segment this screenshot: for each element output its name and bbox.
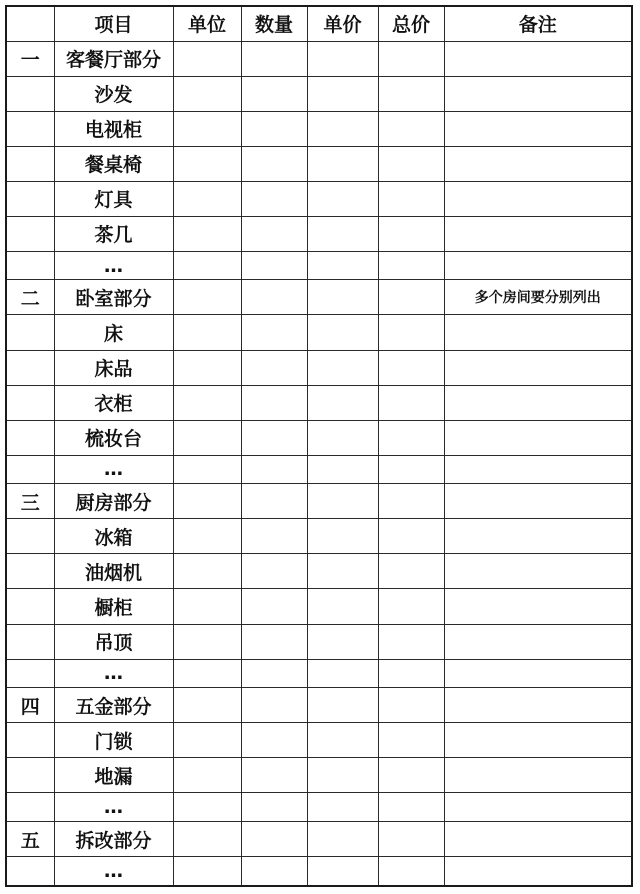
unit-cell: [173, 41, 241, 76]
remarks-cell: [444, 822, 631, 857]
item-label: 茶几: [54, 216, 173, 251]
quantity-cell: [241, 723, 307, 758]
quantity-cell: [241, 181, 307, 216]
table-row: [7, 41, 631, 76]
table-row: [7, 723, 631, 758]
quantity-cell: [241, 624, 307, 659]
quantity-cell: [241, 111, 307, 146]
unit-cell: [173, 181, 241, 216]
header-item: 项目: [54, 7, 173, 41]
total-price-cell: [378, 420, 444, 455]
table-row: [7, 280, 631, 315]
total-price-cell: [378, 350, 444, 385]
table-row: [7, 251, 631, 280]
remarks-cell: [444, 251, 631, 280]
unit-price-cell: [307, 857, 378, 885]
category-label: 客餐厅部分: [54, 41, 173, 76]
item-label: …: [54, 251, 173, 280]
item-label: 梳妆台: [54, 420, 173, 455]
unit-cell: [173, 216, 241, 251]
table-row: [7, 758, 631, 793]
table-row: [7, 76, 631, 111]
row-number: [7, 758, 54, 793]
row-number: 三: [7, 484, 54, 519]
unit-cell: [173, 624, 241, 659]
total-price-cell: [378, 624, 444, 659]
table-body: [7, 41, 631, 885]
item-label: 床品: [54, 350, 173, 385]
row-number: [7, 519, 54, 554]
table-row: [7, 624, 631, 659]
table-row: [7, 519, 631, 554]
unit-cell: [173, 251, 241, 280]
unit-cell: [173, 822, 241, 857]
total-price-cell: [378, 519, 444, 554]
remarks-cell: [444, 519, 631, 554]
row-number: 一: [7, 41, 54, 76]
unit-price-cell: [307, 420, 378, 455]
item-label: 电视柜: [54, 111, 173, 146]
total-price-cell: [378, 216, 444, 251]
unit-cell: [173, 146, 241, 181]
unit-price-cell: [307, 554, 378, 589]
row-number: [7, 420, 54, 455]
total-price-cell: [378, 688, 444, 723]
row-number: [7, 251, 54, 280]
unit-cell: [173, 793, 241, 822]
table-row: [7, 455, 631, 484]
quantity-cell: [241, 420, 307, 455]
item-label: 油烟机: [54, 554, 173, 589]
header-unit-price: 单价: [307, 7, 378, 41]
item-label: 餐桌椅: [54, 146, 173, 181]
unit-cell: [173, 111, 241, 146]
unit-price-cell: [307, 315, 378, 350]
unit-cell: [173, 723, 241, 758]
total-price-cell: [378, 822, 444, 857]
quantity-cell: [241, 822, 307, 857]
quantity-cell: [241, 280, 307, 315]
table-row: [7, 350, 631, 385]
unit-cell: [173, 484, 241, 519]
row-number: 二: [7, 280, 54, 315]
total-price-cell: [378, 589, 444, 624]
row-number: [7, 723, 54, 758]
item-label: 灯具: [54, 181, 173, 216]
remarks-cell: [444, 484, 631, 519]
unit-cell: [173, 688, 241, 723]
unit-price-cell: [307, 181, 378, 216]
remarks-cell: [444, 688, 631, 723]
quantity-cell: [241, 41, 307, 76]
unit-cell: [173, 589, 241, 624]
header-quantity: 数量: [241, 7, 307, 41]
row-number: [7, 146, 54, 181]
row-number: [7, 181, 54, 216]
quantity-cell: [241, 793, 307, 822]
item-label: 冰箱: [54, 519, 173, 554]
table-row: [7, 857, 631, 885]
unit-price-cell: [307, 111, 378, 146]
total-price-cell: [378, 41, 444, 76]
header-unit: 单位: [173, 7, 241, 41]
table-row: [7, 688, 631, 723]
table-row: [7, 146, 631, 181]
row-number: [7, 76, 54, 111]
table-row: [7, 111, 631, 146]
item-label: …: [54, 455, 173, 484]
row-number: [7, 385, 54, 420]
total-price-cell: [378, 76, 444, 111]
unit-cell: [173, 420, 241, 455]
item-label: 床: [54, 315, 173, 350]
total-price-cell: [378, 181, 444, 216]
row-number: 五: [7, 822, 54, 857]
remarks-cell: [444, 41, 631, 76]
remarks-cell: [444, 420, 631, 455]
quantity-cell: [241, 251, 307, 280]
unit-price-cell: [307, 216, 378, 251]
table-row: [7, 822, 631, 857]
budget-table: [7, 7, 631, 885]
unit-cell: [173, 350, 241, 385]
unit-price-cell: [307, 758, 378, 793]
unit-price-cell: [307, 76, 378, 111]
unit-cell: [173, 554, 241, 589]
unit-price-cell: [307, 723, 378, 758]
unit-price-cell: [307, 589, 378, 624]
remarks-cell: [444, 793, 631, 822]
table-row: [7, 385, 631, 420]
quantity-cell: [241, 315, 307, 350]
quantity-cell: [241, 589, 307, 624]
quantity-cell: [241, 519, 307, 554]
quantity-cell: [241, 857, 307, 885]
item-label: …: [54, 793, 173, 822]
row-number: [7, 554, 54, 589]
quantity-cell: [241, 455, 307, 484]
total-price-cell: [378, 111, 444, 146]
remarks-cell: [444, 455, 631, 484]
total-price-cell: [378, 484, 444, 519]
remarks-cell: [444, 76, 631, 111]
unit-price-cell: [307, 793, 378, 822]
total-price-cell: [378, 315, 444, 350]
row-number: [7, 216, 54, 251]
table-row: [7, 659, 631, 688]
unit-price-cell: [307, 350, 378, 385]
unit-price-cell: [307, 41, 378, 76]
total-price-cell: [378, 146, 444, 181]
row-number: 四: [7, 688, 54, 723]
unit-cell: [173, 315, 241, 350]
row-number: [7, 857, 54, 885]
unit-price-cell: [307, 146, 378, 181]
unit-price-cell: [307, 688, 378, 723]
unit-cell: [173, 758, 241, 793]
row-number: [7, 315, 54, 350]
item-label: 门锁: [54, 723, 173, 758]
row-number: [7, 793, 54, 822]
item-label: …: [54, 659, 173, 688]
category-label: 拆改部分: [54, 822, 173, 857]
header-remarks: 备注: [444, 7, 631, 41]
total-price-cell: [378, 385, 444, 420]
item-label: …: [54, 857, 173, 885]
total-price-cell: [378, 455, 444, 484]
total-price-cell: [378, 251, 444, 280]
item-label: 橱柜: [54, 589, 173, 624]
unit-price-cell: [307, 385, 378, 420]
item-label: 沙发: [54, 76, 173, 111]
remarks-cell: [444, 624, 631, 659]
remarks-cell: [444, 758, 631, 793]
table-row: [7, 315, 631, 350]
quantity-cell: [241, 688, 307, 723]
unit-price-cell: [307, 822, 378, 857]
table-row: [7, 420, 631, 455]
category-label: 卧室部分: [54, 280, 173, 315]
total-price-cell: [378, 793, 444, 822]
row-number: [7, 624, 54, 659]
unit-price-cell: [307, 519, 378, 554]
category-label: 五金部分: [54, 688, 173, 723]
total-price-cell: [378, 723, 444, 758]
row-number: [7, 455, 54, 484]
unit-cell: [173, 76, 241, 111]
total-price-cell: [378, 659, 444, 688]
quantity-cell: [241, 350, 307, 385]
remarks-cell: [444, 385, 631, 420]
unit-cell: [173, 385, 241, 420]
unit-price-cell: [307, 624, 378, 659]
table-row: [7, 181, 631, 216]
item-label: 地漏: [54, 758, 173, 793]
category-label: 厨房部分: [54, 484, 173, 519]
remarks-cell: [444, 216, 631, 251]
item-label: 吊顶: [54, 624, 173, 659]
unit-cell: [173, 519, 241, 554]
remarks-cell: [444, 315, 631, 350]
remarks-cell: [444, 111, 631, 146]
remarks-cell: [444, 857, 631, 885]
table-row: [7, 484, 631, 519]
header-row: [7, 7, 631, 41]
quantity-cell: [241, 554, 307, 589]
total-price-cell: [378, 280, 444, 315]
unit-price-cell: [307, 251, 378, 280]
table-row: [7, 216, 631, 251]
remarks-cell: [444, 723, 631, 758]
remarks-cell: [444, 181, 631, 216]
remarks-cell: 多个房间要分别列出: [444, 280, 631, 315]
quantity-cell: [241, 146, 307, 181]
unit-price-cell: [307, 484, 378, 519]
unit-cell: [173, 280, 241, 315]
unit-cell: [173, 857, 241, 885]
table-row: [7, 554, 631, 589]
unit-cell: [173, 455, 241, 484]
row-number: [7, 659, 54, 688]
table-row: [7, 589, 631, 624]
header-total-price: 总价: [378, 7, 444, 41]
unit-price-cell: [307, 455, 378, 484]
quantity-cell: [241, 758, 307, 793]
quantity-cell: [241, 484, 307, 519]
total-price-cell: [378, 857, 444, 885]
remarks-cell: [444, 350, 631, 385]
quantity-cell: [241, 216, 307, 251]
header-number: [7, 7, 54, 41]
item-label: 衣柜: [54, 385, 173, 420]
row-number: [7, 589, 54, 624]
row-number: [7, 350, 54, 385]
quantity-cell: [241, 76, 307, 111]
unit-price-cell: [307, 280, 378, 315]
unit-cell: [173, 659, 241, 688]
unit-price-cell: [307, 659, 378, 688]
budget-table-frame: [5, 5, 633, 887]
remarks-cell: [444, 554, 631, 589]
remarks-cell: [444, 589, 631, 624]
remarks-cell: [444, 659, 631, 688]
total-price-cell: [378, 758, 444, 793]
remarks-cell: [444, 146, 631, 181]
total-price-cell: [378, 554, 444, 589]
row-number: [7, 111, 54, 146]
quantity-cell: [241, 385, 307, 420]
table-row: [7, 793, 631, 822]
quantity-cell: [241, 659, 307, 688]
